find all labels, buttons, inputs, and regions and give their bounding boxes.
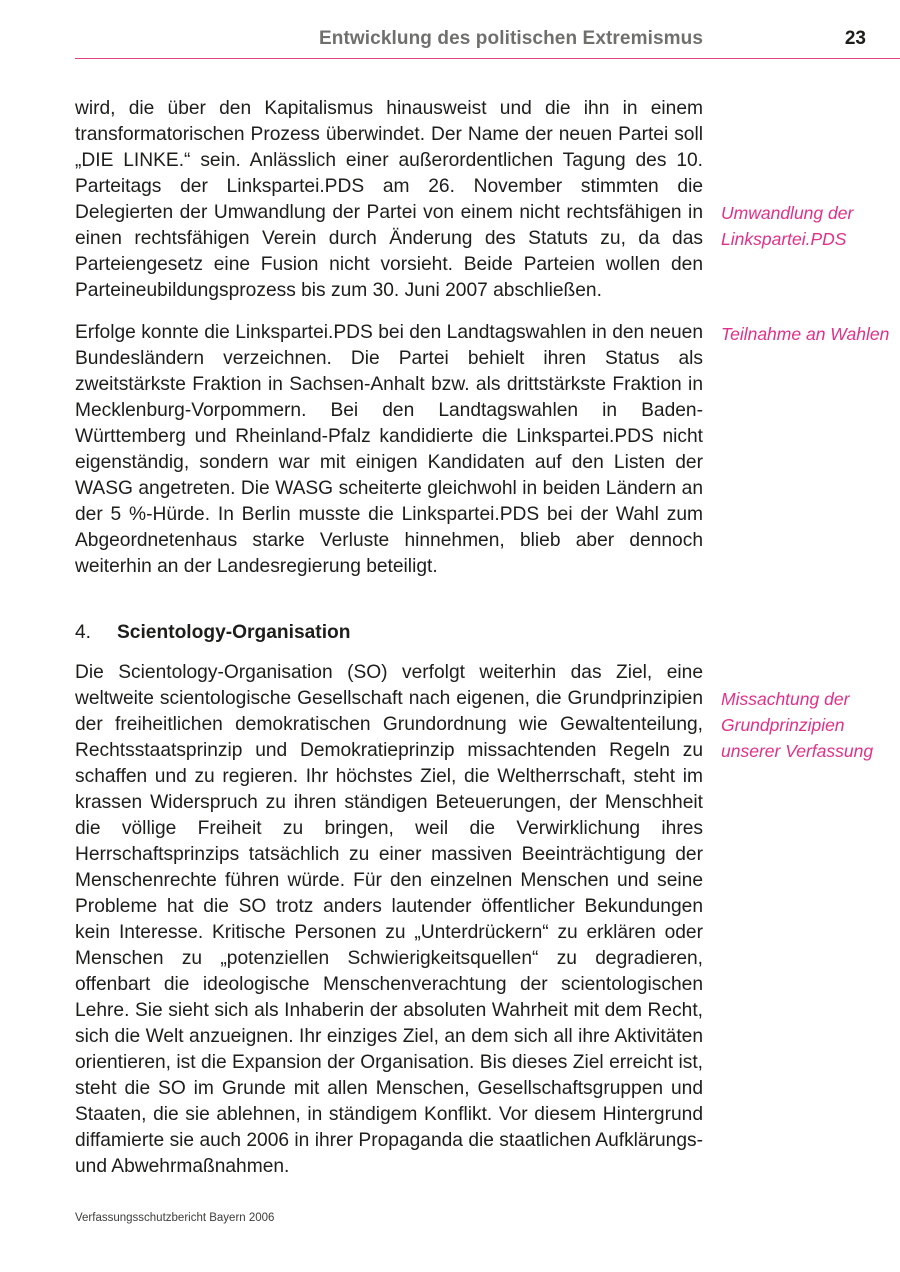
running-title: Entwicklung des politischen Extremismus [319, 28, 703, 49]
paragraph-linke-fusion: wird, die über den Kapitalismus hinausweist und die ihn in einem transformatorischen Prozess überwindet. Der Name der neuen Partei soll „DIE LINKE.“ sein. Anlässlich einer außerordentlichen Tagung des 10. Parteitags der Linkspartei.PDS am 26. November stimmten die Delegierten der Umwandlung der Partei von einem nicht rechtsfähigen in einen rechtsfähigen Verein durch Änderung des Statuts zu, da das Parteiengesetz eine Fusion nicht vorsieht. Beide Parteien wollen den Parteineubildungsprozess bis zum 30. Juni 2007 abschließen. [75, 98, 703, 301]
margin-note-wahlen: Teilnahme an Wahlen [721, 324, 890, 344]
page-number: 23 [844, 28, 866, 49]
section-title: Scientology-Organisation [117, 622, 351, 643]
section-number: 4. [75, 622, 92, 643]
margin-note-umwandlung: Umwandlung der Linkspartei.PDS [721, 203, 854, 249]
page-footer: Verfassungsschutzbericht Bayern 2006 [75, 1212, 275, 1224]
margin-note-verfassung: Missachtung der Grundprinzipien unserer Verfassung [721, 689, 874, 761]
paragraph-landtagswahlen: Erfolge konnte die Linkspartei.PDS bei den Landtagswahlen in den neuen Bundesländern verzeichnen. Die Partei behielt ihren Status als zweitstärkste Fraktion in Sachsen-Anhalt bzw. als drittstärkste Fraktion in Mecklenburg-Vorpommern. Bei den Landtagswahlen in Baden-Württemberg und Rheinland-Pfalz kandidierte die Linkspartei.PDS nicht eigenständig, sondern war mit einigen Kandidaten auf den Listen der WASG angetreten. Die WASG scheiterte gleichwohl in beiden Ländern an der 5 %-Hürde. In Berlin musste die Linkspartei.PDS bei der Wahl zum Abgeordnetenhaus starke Verluste hinnehmen, blieb aber dennoch weiterhin an der Landesregierung beteiligt. [75, 322, 703, 577]
page-header [75, 22, 900, 59]
paragraph-scientology: Die Scientology-Organisation (SO) verfolgt weiterhin das Ziel, eine weltweite scientologische Gesellschaft nach eigenen, die Grundprinzipien der freiheitlichen demokratischen Grundordnung wie Gewaltenteilung, Rechtsstaatsprinzip und Demokratieprinzip missachtenden Regeln zu schaffen und zu regieren. Ihr höchstes Ziel, die Weltherrschaft, steht im krassen Widerspruch zu ihren ständigen Beteuerungen, der Menschheit die völlige Freiheit zu bringen, weil die Verwirklichung ihres Herrschaftsprinzips tatsächlich zu einer massiven Beeinträchtigung der Menschenrechte führen würde. Für den einzelnen Menschen und seine Probleme hat die SO trotz anders lautender öffentlicher Bekundungen kein Interesse. Kritische Personen zu „Unterdrückern“ zu erklären oder Menschen zu „potenziellen Schwierigkeitsquellen“ zu degradieren, offenbart die ideologische Menschenverachtung der scientologischen Lehre. Sie sieht sich als Inhaberin der absoluten Wahrheit mit dem Recht, sich die Welt anzueignen. Ihr einziges Ziel, an dem sich all ihre Aktivitäten orientieren, ist die Expansion der Organisation. Bis dieses Ziel erreicht ist, steht die SO im Grunde mit allen Menschen, Gesellschaftsgruppen und Staaten, die sie ablehnen, in ständigem Konflikt. Vor diesem Hintergrund diffamierte sie auch 2006 in ihrer Propaganda die staatlichen Aufklärungs- und Abwehrmaßnahmen. [75, 662, 703, 1177]
section-heading [75, 622, 350, 644]
